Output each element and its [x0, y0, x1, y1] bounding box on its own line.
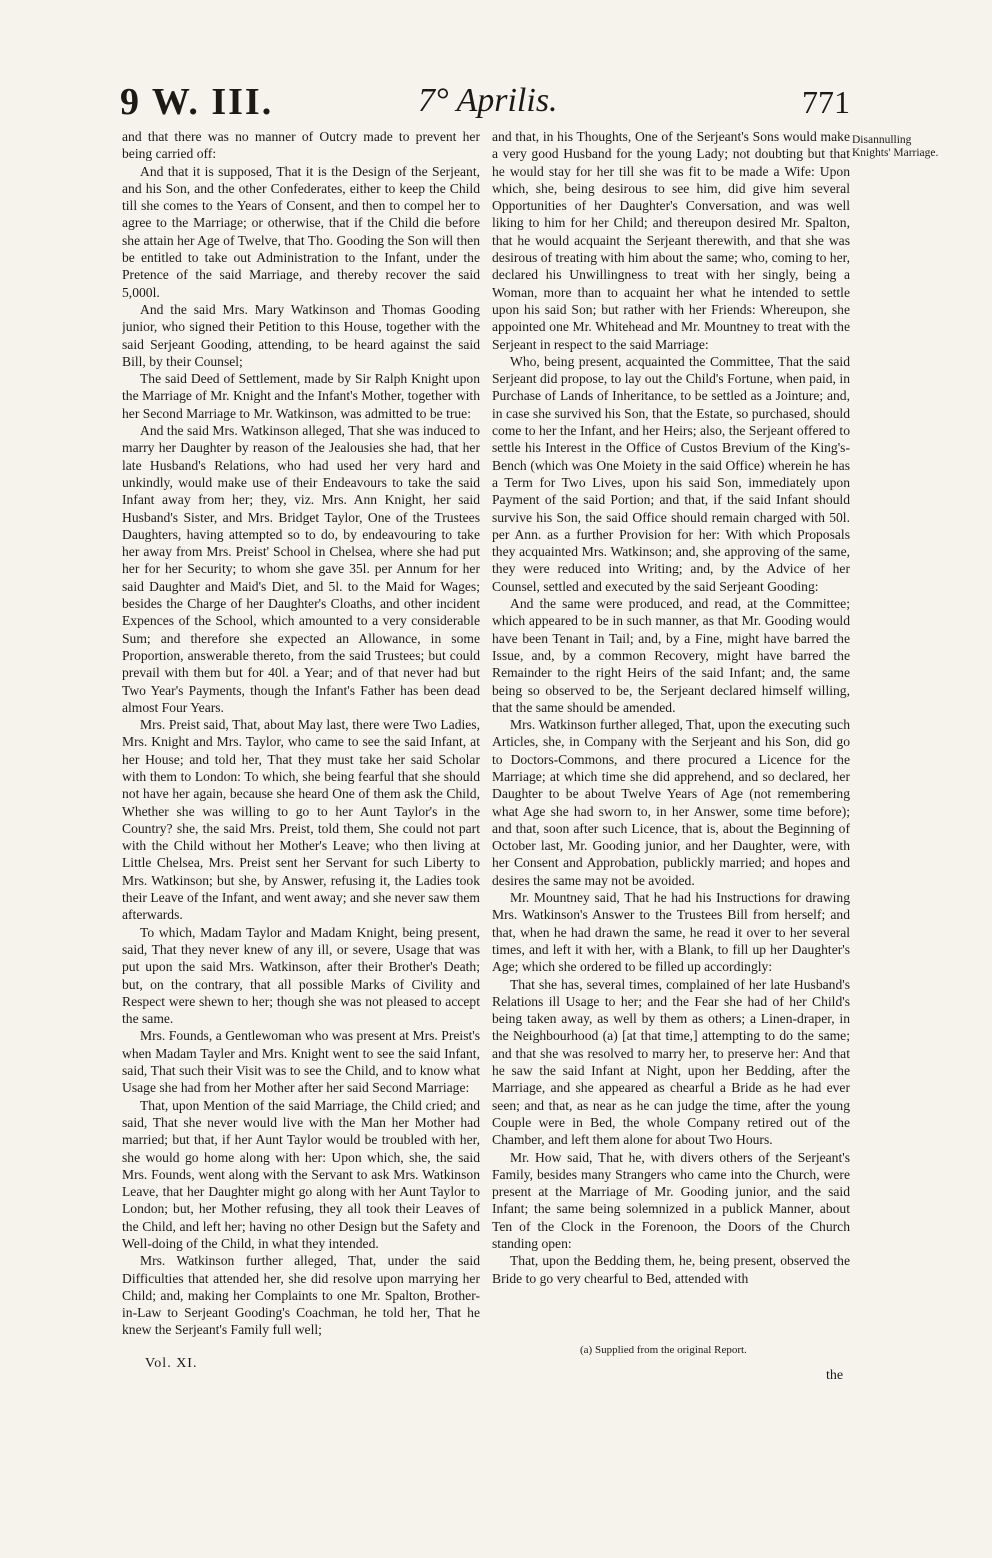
paragraph: And the said Mrs. Watkinson alleged, That she was induced to marry her Daughter by reason of the Jealousies she had, that her late Husband's Relations, who had used her very hard and unkindly, would make use of their Endeavours to take the said Infant away from her; they, viz. Mrs. Ann Knight, her said Husband's Sister, and Mrs. Bridget Taylor, One of the Trustees Daughters, having attempted so to do, by endeavouring to take her away from Mrs. Preist' School in Chelsea, where she had put her for her Security; to whom she gave 35l. per Annum for her said Daughter and Maid's Diet, and 5l. to the Maid for Wages; besides the Charge of her Daughter's Cloaths, and other incident Expences of the School, which amounted to a very considerable Sum; and therefore she expected an Allowance, in some Proportion, answerable thereto, from the said Trustees; but could prevail with them but for 40l. a Year; and of that never had but Two Year's Payments, though the Infant's Father has been dead almost Four Years.	[122, 423, 480, 715]
paragraph: and that, in his Thoughts, One of the Serjeant's Sons would make a very good Husband for the young Lady; not doubting but that he would stay for her till she was fit to be made a Wife: Upon which, she, being desirous to see him, did give him several Opportunities of her Daughter's Conversation, and was well liking to him for her Child; and thereupon desired Mr. Spalton, that he would acquaint the Serjeant therewith, and that she was desirous of treating with him about the same; who, coming to her, declared his Unwillingness to treat with her singly, being a Woman, more than to acquaint her what he intended to settle upon his said Son; but rather with her Friends: Whereupon, she appointed one Mr. Whitehead and Mr. Mountney to treat with the Serjeant in respect to the said Marriage:	[492, 129, 850, 352]
paragraph: Mrs. Founds, a Gentlewoman who was present at Mrs. Preist's when Madam Tayler and Mrs. Knight went to see the said Infant, said, That such their Visit was to see the Child, and to know what Usage she had from her Mother after her said Second Marriage:	[122, 1028, 480, 1096]
left-column	[122, 128, 480, 1363]
footnote: (a) Supplied from the original Report.	[580, 1344, 747, 1356]
paragraph: To which, Madam Taylor and Madam Knight, being present, said, That they never knew of any ill, or severe, Usage that was put upon the said Mrs. Watkinson, after their Brother's Death; but, on the contrary, that all possible Marks of Civility and Respect were shewn to her; though she was not pleased to accept the same.	[122, 924, 480, 1027]
paragraph: Mrs. Preist said, That, about May last, there were Two Ladies, Mrs. Knight and Mrs. Taylor, who came to see the said Infant, at her House; and told her, That they must take her said Scholar with them to London: To which, she being fearful that she should not have her again, because she heard One of them ask the Child, Whether she was willing to go to her Aunt Taylor's in the Country? she, the said Mrs. Preist, told them, She could not part with the Child without her Mother's Leave; who then living at Little Chelsea, Mrs. Preist sent her Servant for such Liberty to Mrs. Watkinson; but she, by Answer, refusing it, the Ladies took their Leave of the Infant, and went away; and she never saw them afterwards.	[122, 717, 480, 923]
catchword: the	[826, 1368, 844, 1383]
paragraph: That she has, several times, complained of her late Husband's Relations ill Usage to her; and the Fear she had of her Child's being taken away, as well by them as others; a Linen-draper, in the Neighbourhood (a) [at that time,] attempting to do the same; and that she was resolved to marry her, to preserve her: And that he saw the said Infant at Night, upon her Bedding, after the Marriage, and she appeared as chearful a Bride as he had ever seen; and that, as near as he can judge the time, after the young Couple were in Bed, the whole Company retired out of the Chamber, and left them alone for about Two Hours.	[492, 976, 850, 1148]
paragraph: And the same were produced, and read, at the Committee; which appeared to be in such manner, as that Mr. Gooding would have been Tenant in Tail; and, by a Fine, might have barred the Issue, and, by a common Recovery, might have barred the Remainder to the right Heirs of the said Infant; and, the same being so observed to be, the Serjeant declared himself willing, that the same should be amended.	[492, 596, 850, 715]
page-number: 771	[802, 84, 850, 120]
paragraph: Who, being present, acquainted the Committee, That the said Serjeant did propose, to lay out the Child's Fortune, when paid, in Purchase of Lands of Inheritance, to be settled as a Jointure; and, in case she survived his Son, that the Estate, so purchased, should come to her the Infant, and her Heirs; also, the Serjeant offered to settle his Interest in the Office of Custos Brevium of the King's-Bench (which was One Moiety in the said Office) wherein he has a Term for Two Lives, upon his said Son, immediately upon Payment of the said Portion; and that, if the said Infant should survive his Son, the said Office should remain charged with 50l. per Ann. as a further Provision for her: With which Proposals they acquainted Mrs. Watkinson; and, she approving of the same, they were reduced into Writing; and, by the Advice of her Counsel, settled and executed by the said Serjeant Gooding:	[492, 353, 850, 594]
margin-note: Disannulling Knights' Marriage.	[852, 134, 939, 159]
paragraph: And the said Mrs. Mary Watkinson and Thomas Gooding junior, who signed their Petition to this House, together with the said Serjeant Gooding, attending, to be heard against the said Bill, by their Counsel;	[122, 301, 480, 369]
paragraph: The said Deed of Settlement, made by Sir Ralph Knight upon the Marriage of Mr. Knight and the Infant's Mother, together with her Second Marriage to Mr. Watkinson, was admitted to be true:	[122, 371, 480, 421]
paragraph: Mr. How said, That he, with divers others of the Serjeant's Family, besides many Strangers who came into the Church, were present at the Marriage of Mr. Gooding junior, and the said Infant; the same being solemnized in a publick Manner, about Ten of the Clock in the Forenoon, the Doors of the Church standing open:	[492, 1149, 850, 1251]
paragraph: Mrs. Watkinson further alleged, That, under the said Difficulties that attended her, she did resolve upon marrying her Child; and, making her Complaints to one Mr. Spalton, Brother-in-Law to Serjeant Gooding's Coachman, he told her, That he knew the Serjeant's Family full well;	[122, 1253, 480, 1338]
paragraph: And that it is supposed, That it is the Design of the Serjeant, and his Son, and the other Confederates, either to keep the Child till she comes to the Years of Consent, and then to compel her to agree to the Marriage; or otherwise, that if the Child die before she attain her Age of Twelve, that Tho. Gooding the Son will then be entitled to take out Administration to the Infant, under the Pretence of the said Marriage, and thereby recover the said 5,000l.	[122, 163, 480, 300]
regnal-year: 9 W. III.	[120, 81, 274, 123]
paragraph: That, upon Mention of the said Marriage, the Child cried; and said, That she never would live with the Man her Mother had married; but that, if her Aunt Taylor would be troubled with her, she would go home along with her: Upon which, she, the said Mrs. Founds, went along with the Servant to ask Mrs. Watkinson Leave, that her Daughter might go along with her Aunt Taylor to London; but, her Mother refusing, they all took their Leaves of the Child, and left her; having no other Design but the Safety and Well-doing of the Child, in what they intended.	[122, 1097, 480, 1251]
paragraph: and that there was no manner of Outcry made to prevent her being carried off:	[122, 129, 480, 162]
volume-label: Vol. XI.	[145, 1356, 198, 1371]
paragraph: That, upon the Bedding them, he, being present, observed the Bride to go very chearful to Bed, attended with	[492, 1253, 850, 1286]
page-header	[120, 80, 850, 130]
date-heading: 7° Aprilis.	[418, 82, 558, 119]
paragraph: Mrs. Watkinson further alleged, That, upon the executing such Articles, she, in Company with the Serjeant and his Son, did go to Doctors-Commons, and there procured a Licence for the Marriage; at which time she did apprehend, and so declared, her Daughter to be about Twelve Years of Age (not remembering what Age she had sworn to, in her Answer, some time before); and that, soon after such Licence, that is, about the Beginning of October last, Mr. Gooding junior, and her Daughter, were, with her Consent and Approbation, publickly married; and hopes and desires the same may not be avoided.	[492, 717, 850, 888]
paragraph: Mr. Mountney said, That he had his Instructions for drawing Mrs. Watkinson's Answer to the Trustees Bill from herself; and that, when he had drawn the same, he read it over to her several times, and left it with her, with a Blank, to fill up her Daughter's Age; which she ordered to be filled up accordingly:	[492, 890, 850, 975]
right-column	[492, 128, 850, 1348]
